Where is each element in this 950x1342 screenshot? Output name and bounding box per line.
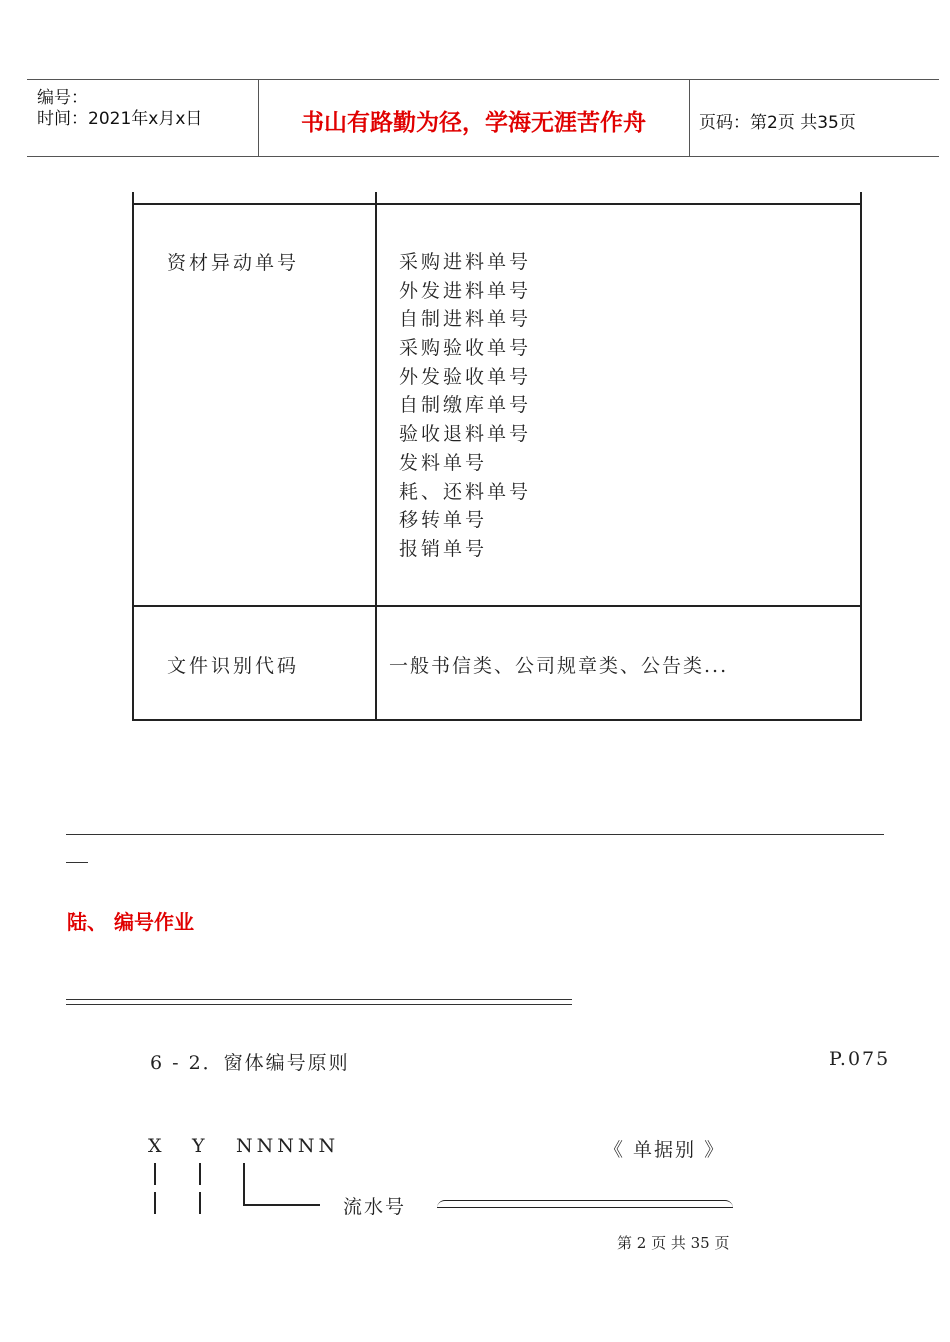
time-label: 时间：2021年x月x日: [37, 109, 203, 129]
page-reference: P.075: [829, 1048, 891, 1070]
list-item: 外发进料单号: [399, 279, 532, 302]
section-rule: [66, 834, 884, 835]
connector-x-upper: [154, 1163, 156, 1185]
list-item: 验收退料单号: [399, 423, 532, 446]
list-item: 外发验收单号: [399, 365, 532, 388]
connector-x-lower: [154, 1192, 156, 1214]
code-letter-y: Y: [192, 1135, 205, 1157]
footer-page-number: 第 2 页 共 35 页: [617, 1234, 730, 1252]
header-top-rule: [27, 79, 939, 80]
code-letters-serial: NNNNN: [236, 1135, 340, 1157]
connector-y-upper: [199, 1163, 201, 1185]
table-left-border: [132, 192, 134, 721]
header-bottom-rule: [27, 156, 939, 157]
list-item: 采购进料单号: [399, 251, 532, 273]
list-item: 采购验收单号: [399, 337, 532, 360]
list-item: 移转单号: [399, 509, 488, 532]
serial-number-label: 流水号: [343, 1196, 407, 1218]
table-row-items: [399, 248, 531, 564]
section-rule-tail: [66, 862, 88, 863]
table-row-items: 一般书信类、公司规章类、公告类...: [389, 655, 729, 677]
table-row-label: 文件识别代码: [167, 655, 300, 677]
list-item: 自制缴库单号: [399, 394, 532, 417]
table-row-divider: [132, 605, 862, 607]
subsection-title: 6 - 2．窗体编号原则: [150, 1052, 350, 1074]
table-right-border: [860, 192, 862, 721]
header-divider-right: [689, 79, 690, 156]
list-item: 自制进料单号: [399, 308, 532, 331]
connector-serial-arm: [243, 1204, 320, 1206]
table-bottom-border: [132, 719, 862, 721]
table-row-label: 资材异动单号: [167, 252, 300, 274]
list-item: 耗、还料单号: [399, 480, 532, 503]
doc-number-label: 编号：: [37, 88, 88, 108]
double-rule-bottom: [66, 1004, 572, 1005]
page-info: 页码：第2页 共35页: [699, 113, 856, 133]
table-top-border: [132, 203, 862, 205]
section-title: 陆、 编号作业: [67, 910, 194, 934]
header-motto: 书山有路勤为径，学海无涯苦作舟: [301, 110, 646, 136]
doc-type-bracket: [437, 1200, 733, 1208]
connector-y-lower: [199, 1192, 201, 1214]
doc-type-label: 《 单据别 》: [604, 1139, 726, 1161]
table-column-divider: [375, 192, 377, 721]
list-item: 报销单号: [399, 537, 488, 560]
double-rule-top: [66, 999, 572, 1000]
code-letter-x: X: [148, 1135, 162, 1157]
connector-serial: [243, 1163, 245, 1205]
list-item: 发料单号: [399, 451, 488, 474]
